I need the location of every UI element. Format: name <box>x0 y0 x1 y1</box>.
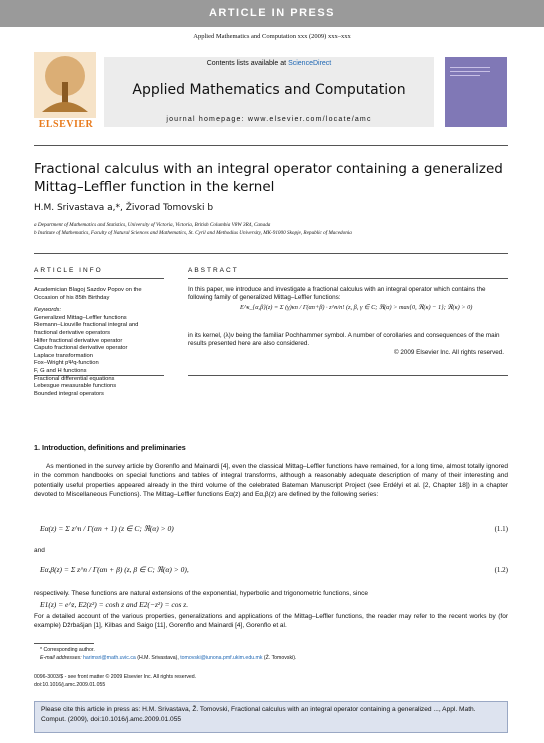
citation-box: Please cite this article in press as: H.M. Srivastava, Ž. Tomovski, Fractional calculus with an integral operator containing a generalized ..., Appl. Math. Comput. (2009), doi:10.1016/j.amc.2009.01.055 <box>34 701 508 733</box>
abstract-paragraph-1: In this paper, we introduce and investigate a fractional calculus with an integral operator which contains the following family of generalized Mittag–Leffler functions: <box>188 286 486 302</box>
body-paragraph-3: For a detailed account of the various properties, generalizations and applications of the Mittag–Leffler functions, the reader may refer to the recent works by (for example) Džrbašjan [1], Kilbas and Saigo [11], Gorenflo and Mainardi [4], Gorenflo et al. <box>34 613 508 630</box>
body-paragraph-1: As mentioned in the survey article by Gorenflo and Mainardi [4], even the classical Mittag–Leffler functions have remained, for a long time, almost totally ignored in the common handbooks on special functions and tables of integral transforms, although a reasonably adequate description of many of their interesting and potentially useful properties appeared already in the third volume of the celebrated Bateman Manuscript Project (see Erdélyi et al. [2, Chapter 18]) in a chapter devoted to Miscellaneous Functions). The Mittag–Leffler functions Eα(z) and Eα,β(z) are defined by the following series: <box>34 463 508 499</box>
journal-homepage[interactable]: journal homepage: www.elsevier.com/locate/amc <box>166 116 372 123</box>
keyword: Fractional differential equations <box>34 375 115 382</box>
abstract-subrule <box>188 278 508 279</box>
info-subrule <box>34 278 164 279</box>
keyword-list <box>34 315 164 399</box>
abstract-copyright: © 2009 Elsevier Inc. All rights reserved. <box>394 349 504 356</box>
keyword: Lebesgue measurable functions <box>34 383 117 390</box>
equation-number: (1.1) <box>494 525 508 533</box>
keyword: Riemann–Liouville fractional integral and <box>34 322 139 329</box>
footnote-emails: E-mail addresses: harimsri@math.uvic.ca (H.M. Srivastava), tomovski@iunona.pmf.ukim.edu.mk (Ž. Tomovski). <box>40 655 297 661</box>
affiliation-b: b Institute of Mathematics, Faculty of Natural Sciences and Mathematics, St. Cyril and Methodius University, MK-91000 Skopje, Republic of Macedonia <box>34 230 352 236</box>
publisher-name: ELSEVIER <box>38 119 94 130</box>
info-end-rule <box>34 375 164 376</box>
equation-1-2: Eα,β(z) = Σ z^n / Γ(αn + β) (z, β ∈ C; ℜ(α) > 0), <box>40 565 189 574</box>
email-link-srivastava[interactable]: harimsri@math.uvic.ca <box>82 655 136 661</box>
abstract-formula: E^κ_{α,β}(z) = Σ (γ)κn / Γ(αn+β) · z^n/n! (z, β, γ ∈ C; ℜ(α) > max{0, ℜ(κ) − 1}; ℜ(κ) > 0) <box>240 304 473 311</box>
keyword: fractional derivative operators <box>34 329 111 336</box>
keyword: Hilfer fractional derivative operator <box>34 337 123 344</box>
keyword: Generalized Mittag–Leffler functions <box>34 314 127 321</box>
article-title: Fractional calculus with an integral operator containing a generalized Mittag–Leffler function in the kernel <box>34 161 503 195</box>
sciencedirect-link[interactable]: ScienceDirect <box>288 60 332 67</box>
dedication: Academician Blagoj Sazdov Popov on the Occasion of his 85th Birthday <box>34 287 142 301</box>
footnote-rule <box>34 643 94 644</box>
header-rule <box>34 145 508 146</box>
elsevier-tree-logo <box>34 52 96 128</box>
journal-cover-thumbnail <box>445 57 507 127</box>
journal-title: Applied Mathematics and Computation <box>132 82 406 98</box>
article-in-press-banner: ARTICLE IN PRESS <box>0 0 544 27</box>
keyword: Fox–Wright pΨq-function <box>34 360 99 367</box>
issn-line: 0096-3003/$ - see front matter © 2009 Elsevier Inc. All rights reserved. <box>34 674 197 680</box>
abstract-heading: ABSTRACT <box>188 267 239 274</box>
equation-1-3: E1(z) = e^z, E2(z²) = cosh z and E2(−z²) = cos z. <box>40 600 189 609</box>
abstract-end-rule <box>188 375 508 376</box>
section-heading: 1. Introduction, definitions and preliminaries <box>34 443 186 452</box>
keyword: Bounded integral operators <box>34 390 104 397</box>
contents-line: Contents lists available at ScienceDirect <box>206 60 332 67</box>
journal-running-head: Applied Mathematics and Computation xxx (2009) xxx–xxx <box>193 33 351 40</box>
email-link-tomovski[interactable]: tomovski@iunona.pmf.ukim.edu.mk <box>180 655 263 661</box>
article-info-panel <box>34 287 164 398</box>
affiliation-a: a Department of Mathematics and Statistics, University of Victoria, Victoria, British Columbia V8W 3R4, Canada <box>34 222 271 228</box>
footnote-corresponding: * Corresponding author. <box>40 647 95 653</box>
keyword: Caputo fractional derivative operator <box>34 345 128 352</box>
doi-line[interactable]: doi:10.1016/j.amc.2009.01.055 <box>34 682 106 688</box>
abstract-paragraph-2: in its kernel, (λ)ν being the familiar Pochhammer symbol. A number of corollaries and consequences of the main results presented here are also considered. <box>188 332 500 348</box>
info-rule <box>34 253 508 254</box>
equation-1-1: Eα(z) = Σ z^n / Γ(αn + 1) (z ∈ C; ℜ(α) > 0) <box>40 524 174 533</box>
equation-number: (1.2) <box>494 566 508 574</box>
and-word: and <box>34 547 45 554</box>
keywords-label: Keywords: <box>34 307 62 314</box>
article-info-heading: ARTICLE INFO <box>34 267 103 274</box>
keyword: Laplace transformation <box>34 352 93 359</box>
authors: H.M. Srivastava a,*, Živorad Tomovski b <box>34 203 214 213</box>
keyword: F, G and H functions <box>34 367 87 374</box>
body-paragraph-2: respectively. These functions are natural extensions of the exponential, hyperbolic and trigonometric functions, since <box>34 590 368 597</box>
